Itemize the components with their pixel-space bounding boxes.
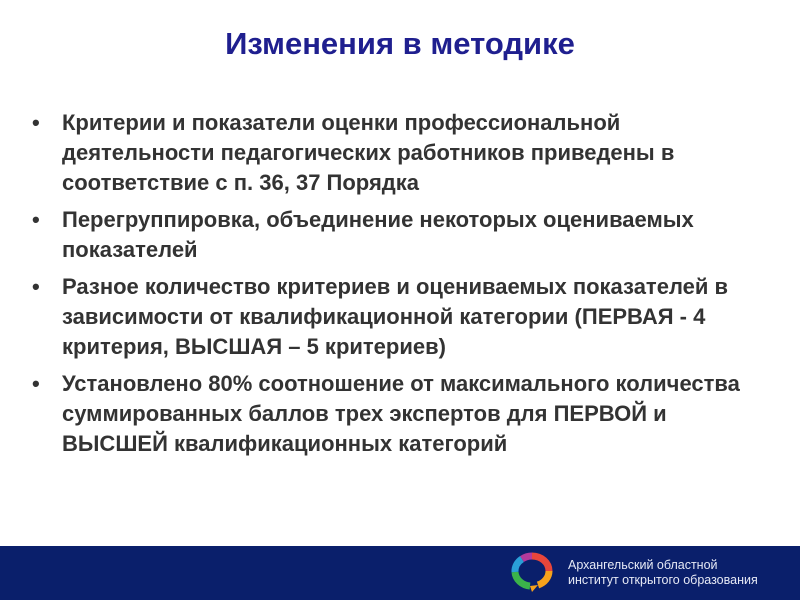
- bullet-icon: •: [32, 274, 40, 299]
- bullet-text: Разное количество критериев и оцениваемых показателей в зависимости от квалификационной категории (ПЕРВАЯ - 4 критерия, ВЫСШАЯ – 5 критериев): [62, 274, 729, 359]
- slide-title: Изменения в методике: [225, 26, 575, 61]
- bullet-icon: •: [32, 207, 40, 232]
- bullet-text: Критерии и показатели оценки профессиональной деятельности педагогических работников приведены в соответствие с п. 36, 37 Порядка: [62, 110, 675, 195]
- speech-bubble-ring-logo-icon: [508, 552, 556, 594]
- bullet-text: Установлено 80% соотношение от максимального количества суммированных баллов трех экспертов для ПЕРВОЙ и ВЫСШЕЙ квалификационных категорий: [62, 371, 740, 456]
- bullet-icon: •: [32, 371, 40, 396]
- footer-bar: [0, 546, 800, 600]
- bullet-text: Перегруппировка, объединение некоторых оцениваемых показателей: [62, 207, 694, 262]
- organization-name-line1: Архангельский областной: [568, 558, 718, 572]
- bullet-icon: •: [32, 110, 40, 135]
- bullet-item: [28, 369, 758, 459]
- organization-name: [568, 558, 758, 588]
- organization-name-line2: институт открытого образования: [568, 573, 758, 587]
- bullet-item: [28, 108, 758, 198]
- bullet-item: [28, 205, 758, 265]
- bullet-list: [28, 108, 758, 466]
- bullet-item: [28, 272, 758, 362]
